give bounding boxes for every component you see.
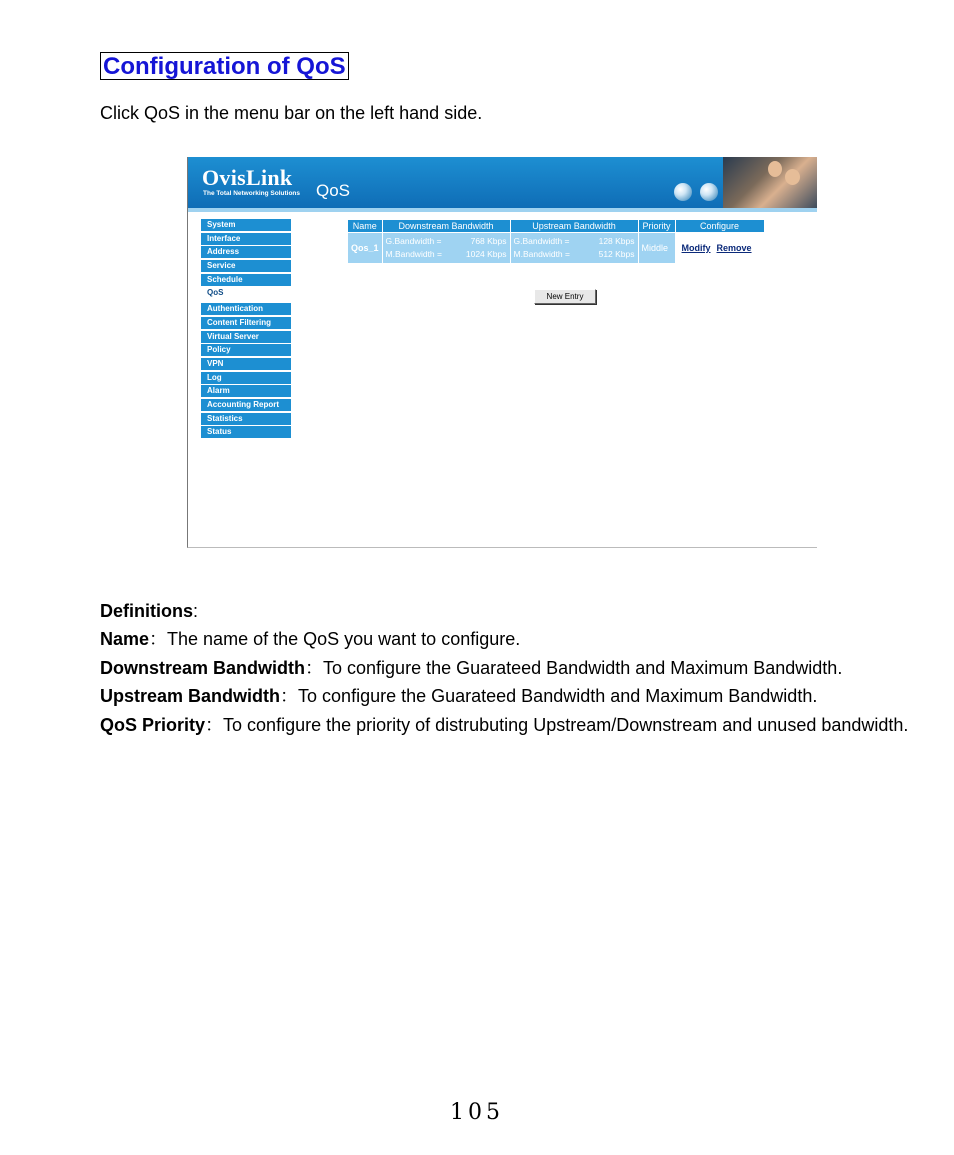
up-g-label: G.Bandwidth =	[513, 236, 570, 246]
configure-cell	[675, 233, 764, 264]
remove-link[interactable]: Remove	[716, 243, 752, 253]
column-header-priority: Priority	[638, 220, 675, 233]
banner-photo	[723, 157, 817, 208]
menu-item-log[interactable]: Log	[201, 372, 291, 384]
page-title: QoS	[316, 181, 351, 200]
down-g-label: G.Bandwidth =	[385, 236, 442, 246]
upstream-cell	[510, 233, 638, 264]
column-header-configure: Configure	[675, 220, 764, 233]
column-header-upstream: Upstream Bandwidth	[510, 220, 638, 233]
qos-table	[347, 219, 765, 264]
qos-screenshot	[187, 157, 817, 548]
definition-text: ：To configure the Guarateed Bandwidth and Maximum Bandwidth.	[305, 657, 843, 678]
page-number: 105	[450, 1100, 504, 1125]
up-g-value: 128 Kbps	[598, 236, 635, 246]
definitions	[100, 597, 920, 739]
new-entry-button[interactable]: New Entry	[534, 289, 596, 304]
definitions-heading: Definitions	[100, 601, 193, 621]
menu-item-system[interactable]: System	[201, 219, 291, 231]
menu-item-status[interactable]: Status	[201, 426, 291, 438]
qos-name: Qos_1	[348, 233, 383, 264]
intro-text: Click QoS in the menu bar on the left hand side.	[100, 103, 483, 123]
menu-item-schedule[interactable]: Schedule	[201, 274, 291, 286]
definition-label: Name	[100, 629, 150, 650]
menu-item-vpn[interactable]: VPN	[201, 358, 291, 370]
menu-item-interface[interactable]: Interface	[201, 233, 291, 245]
definition-label: Downstream Bandwidth	[100, 657, 306, 678]
menu-item-qos[interactable]: QoS	[201, 287, 291, 299]
table-row	[348, 233, 765, 264]
globe-icon[interactable]	[700, 183, 718, 201]
definition-text: ：The name of the QoS you want to configure.	[149, 629, 521, 650]
definition-text: ：To configure the Guarateed Bandwidth and Maximum Bandwidth.	[280, 686, 818, 707]
menu-item-policy[interactable]: Policy	[201, 344, 291, 356]
logo: OvisLink	[202, 165, 293, 190]
down-m-label: M.Bandwidth =	[385, 249, 442, 259]
definition-label: QoS Priority	[100, 714, 206, 735]
side-menu	[201, 219, 291, 440]
logo-tagline: The Total Networking Solutions	[203, 190, 301, 197]
priority-cell: Middle	[638, 233, 675, 264]
column-header-name: Name	[348, 220, 383, 233]
modify-link[interactable]: Modify	[681, 243, 711, 253]
downstream-cell	[382, 233, 510, 264]
definition-label: Upstream Bandwidth	[100, 686, 281, 707]
definitions-heading-suffix: :	[193, 601, 199, 621]
down-g-value: 768 Kbps	[470, 236, 507, 246]
banner-stripe	[188, 208, 817, 212]
up-m-label: M.Bandwidth =	[513, 249, 570, 259]
menu-item-content-filtering[interactable]: Content Filtering	[201, 317, 291, 329]
menu-item-address[interactable]: Address	[201, 246, 291, 258]
globe-icon[interactable]	[674, 183, 692, 201]
menu-item-authentication[interactable]: Authentication	[201, 303, 291, 315]
column-header-downstream: Downstream Bandwidth	[382, 220, 510, 233]
banner	[188, 157, 817, 208]
definition-text: ：To configure the priority of distrubuting Upstream/Downstream and unused bandwidth.	[205, 714, 909, 735]
menu-item-statistics[interactable]: Statistics	[201, 413, 291, 425]
menu-item-accounting-report[interactable]: Accounting Report	[201, 399, 291, 411]
menu-item-service[interactable]: Service	[201, 260, 291, 272]
down-m-value: 1024 Kbps	[465, 249, 507, 259]
up-m-value: 512 Kbps	[598, 249, 635, 259]
menu-item-virtual-server[interactable]: Virtual Server	[201, 331, 291, 343]
document-title: Configuration of QoS	[100, 52, 349, 80]
menu-item-alarm[interactable]: Alarm	[201, 385, 291, 397]
